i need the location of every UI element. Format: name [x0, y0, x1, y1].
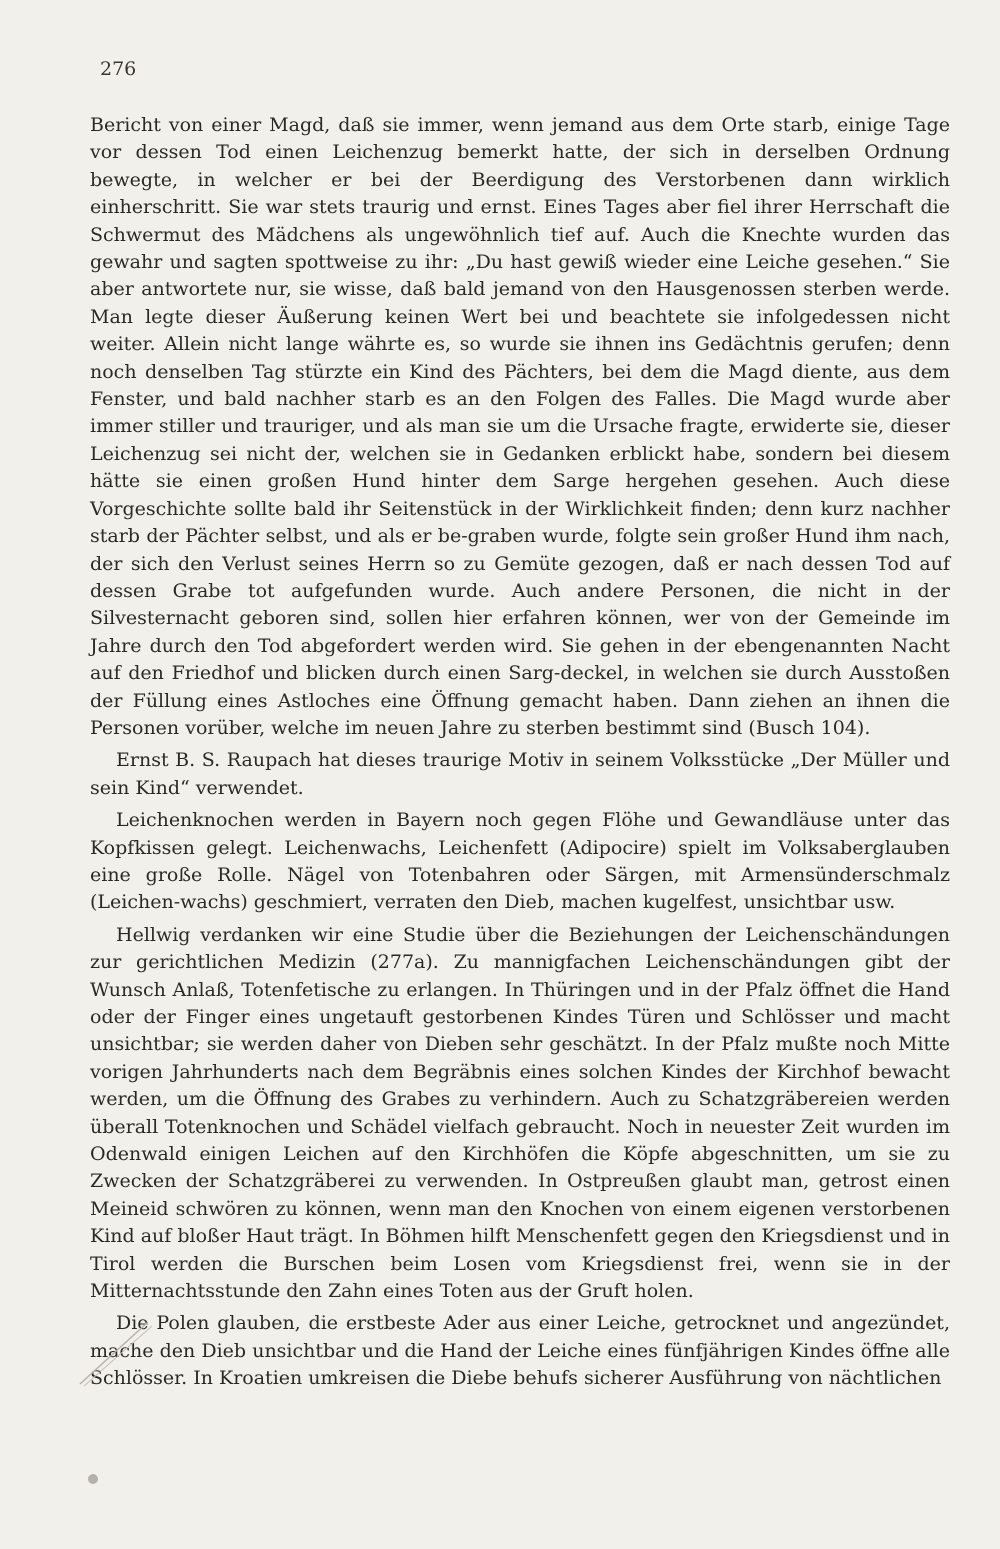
- ink-spot: [88, 1474, 98, 1484]
- page-number: 276: [100, 58, 137, 80]
- paragraph-1: Bericht von einer Magd, daß sie immer, wenn jemand aus dem Orte starb, einige Tage vor dessen Tod einen Leichenzug bemerkt hatte, der sich in derselben Ordnung bewegte, in welcher er bei der Beerdigung des Verstorbenen dann wirklich einherschritt. Sie war stets traurig und ernst. Eines Tages aber fiel ihrer Herrschaft die Schwermut des Mädchens als ungewöhnlich tief auf. Auch die Knechte wurden das gewahr und sagten spottweise zu ihr: „Du hast gewiß wieder eine Leiche gesehen.“ Sie aber antwortete nur, sie wisse, daß bald jemand von den Hausgenossen sterben werde. Man legte dieser Äußerung keinen Wert bei und beachtete sie infolgedessen nicht weiter. Allein nicht lange währte es, so wurde sie ihnen ins Gedächtnis gerufen; denn noch denselben Tag stürzte ein Kind des Pächters, bei dem die Magd diente, aus dem Fenster, und bald nachher starb es an den Folgen des Falles. Die Magd wurde aber immer stiller und trauriger, und als man sie um die Ursache fragte, erwiderte sie, dieser Leichenzug sei nicht der, welchen sie in Gedanken erblickt habe, sondern bei diesem hätte sie einen großen Hund hinter dem Sarge hergehen gesehen. Auch diese Vorgeschichte sollte bald ihr Seitenstück in der Wirklichkeit finden; denn kurz nachher starb der Pächter selbst, und als er be-graben wurde, folgte sein großer Hund ihm nach, der sich den Verlust seines Herrn so zu Gemüte gezogen, daß er nach dessen Tod auf dessen Grabe tot aufgefunden wurde. Auch andere Personen, die nicht in der Silvesternacht geboren sind, sollen hier erfahren können, wer von der Gemeinde im Jahre durch den Tod abgefordert werden wird. Sie gehen in der ebengenannten Nacht auf den Friedhof und blicken durch einen Sarg-deckel, in welchen sie durch Ausstoßen der Füllung eines Astloches eine Öffnung gemacht haben. Dann ziehen an ihnen die Personen vorüber, welche im neuen Jahre zu sterben bestimmt sind (Busch 104).: [90, 114, 950, 739]
- paragraph-2: Ernst B. S. Raupach hat dieses traurige Motiv in seinem Volksstücke „Der Müller und sein Kind“ verwendet.: [90, 749, 950, 799]
- paragraph-5: Die Polen glauben, die erstbeste Ader aus einer Leiche, getrocknet und angezündet, mache den Dieb unsichtbar und die Hand der Leiche eines fünfjährigen Kindes öffne alle Schlösser. In Kroatien umkreisen die Diebe behufs sicherer Ausführung von nächtlichen: [90, 1312, 950, 1390]
- body-text: [90, 112, 950, 1398]
- paragraph-3: Leichenknochen werden in Bayern noch gegen Flöhe und Gewandläuse unter das Kopfkissen gelegt. Leichenwachs, Leichenfett (Adipocire) spielt im Volksaberglauben eine große Rolle. Nägel von Totenbahren oder Särgen, mit Armensünderschmalz (Leichen-wachs) geschmiert, verraten den Dieb, machen kugelfest, unsichtbar usw.: [90, 809, 950, 914]
- pencil-mark-icon: [78, 1318, 158, 1388]
- paragraph-4: Hellwig verdanken wir eine Studie über die Beziehungen der Leichenschändungen zur gerichtlichen Medizin (277a). Zu mannigfachen Leichenschändungen gibt der Wunsch Anlaß, Totenfetische zu erlangen. In Thüringen und in der Pfalz öffnet die Hand oder der Finger eines ungetauft gestorbenen Kindes Türen und Schlösser und macht unsichtbar; sie werden daher von Dieben sehr geschätzt. In der Pfalz mußte noch Mitte vorigen Jahrhunderts nach dem Begräbnis eines solchen Kindes der Kirchhof bewacht werden, um die Öffnung des Grabes zu verhindern. Auch zu Schatzgräbereien werden überall Totenknochen und Schädel vielfach gebraucht. Noch in neuester Zeit wurden im Odenwald einigen Leichen auf den Kirchhöfen die Köpfe abgeschnitten, um sie zu Zwecken der Schatzgräberei zu verwenden. In Ostpreußen glaubt man, getrost einen Meineid schwören zu können, wenn man den Knochen von einem eigenen verstorbenen Kind auf bloßer Haut trägt. In Böhmen hilft Menschenfett gegen den Kriegsdienst und in Tirol werden die Burschen beim Losen vom Kriegsdienst frei, wenn sie in der Mitternachtsstunde den Zahn eines Toten aus der Gruft holen.: [90, 923, 950, 1303]
